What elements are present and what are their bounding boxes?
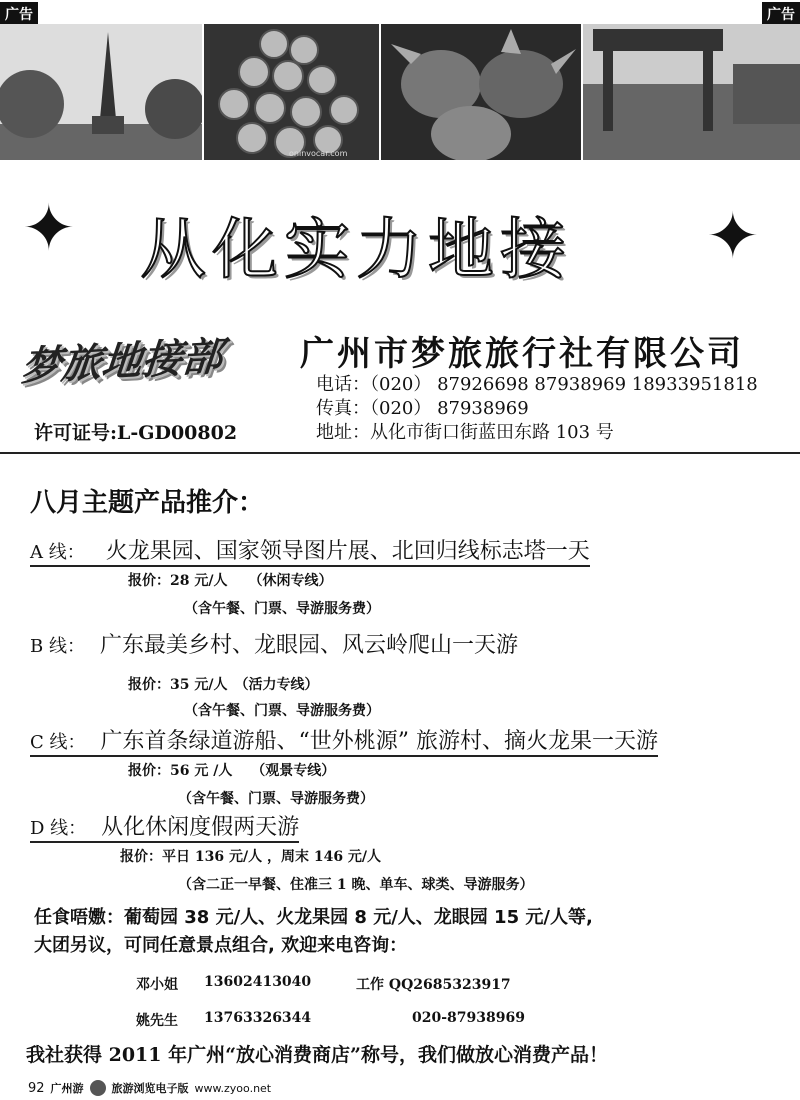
route-code: C 线： bbox=[30, 732, 86, 753]
route-d bbox=[30, 810, 299, 843]
tower-photo bbox=[0, 24, 202, 160]
contact-phone: 13602413040 bbox=[204, 974, 312, 990]
fruit-prices: 任食唔嫐：葡萄园 38 元/人、火龙果园 8 元/人、龙眼园 15 元/人等, bbox=[34, 907, 593, 928]
route-price: 报价：35 元/人 （活力专线） bbox=[128, 677, 319, 693]
contact-name: 邓小姐 bbox=[136, 977, 178, 993]
route-name: 广东最美乡村、龙眼园、风云岭爬山一天游 bbox=[99, 633, 518, 658]
gate-photo bbox=[583, 24, 800, 160]
ad-tag-left: 广告 bbox=[0, 2, 38, 26]
dragonfruit-photo bbox=[381, 24, 581, 160]
slogan: 我社获得 2011 年广州“放心消费商店”称号，我们做放心消费产品！ bbox=[26, 1044, 608, 1066]
brand-name: 旅游浏览电子版 bbox=[111, 1082, 189, 1095]
route-code: B 线： bbox=[30, 636, 85, 657]
right-star-icon: ✦ bbox=[706, 200, 760, 274]
route-includes: （含午餐、门票、导游服务费） bbox=[178, 791, 374, 807]
route-code: A 线： bbox=[30, 542, 85, 563]
ad-tag-right: 广告 bbox=[762, 2, 800, 26]
office-phone: 020-87938969 bbox=[412, 1010, 525, 1026]
site-link[interactable]: www.zyoo.net bbox=[194, 1081, 272, 1095]
left-star-icon: ✦ bbox=[22, 192, 76, 266]
route-price: 报价：28 元/人 （休闲专线） bbox=[128, 573, 333, 589]
address-line: 地址：从化市街口街蓝田东路 103 号 bbox=[316, 422, 614, 443]
magazine-name: 广州游 bbox=[50, 1082, 84, 1095]
route-includes: （含午餐、门票、导游服务费） bbox=[184, 601, 380, 617]
contact-phone: 13763326344 bbox=[204, 1010, 312, 1026]
photo-strip bbox=[0, 24, 800, 160]
route-price: 报价：56 元 /人 （观景专线） bbox=[128, 763, 336, 779]
route-name: 从化休闲度假两天游 bbox=[101, 815, 300, 840]
longan-photo bbox=[204, 24, 379, 160]
route-includes: （含二正一早餐、住准三 1 晚、单车、球类、导游服务） bbox=[178, 877, 534, 893]
route-includes: （含午餐、门票、导游服务费） bbox=[184, 703, 380, 719]
route-name: 广东首条绿道游船、“世外桃源” 旅游村、摘火龙果一天游 bbox=[100, 729, 658, 754]
license-number: 许可证号:L-GD00802 bbox=[34, 422, 238, 444]
divider bbox=[0, 452, 800, 454]
phone-line: 电话：（020） 87926698 87938969 18933951818 bbox=[316, 374, 758, 395]
group-consult: 大团另议，可同任意景点组合, 欢迎来电咨询： bbox=[34, 935, 408, 956]
contact-qq: 工作 QQ2685323917 bbox=[356, 977, 511, 993]
route-name: 火龙果园、国家领导图片展、北回归线标志塔一天 bbox=[105, 539, 590, 564]
section-title: 八月主题产品推介： bbox=[30, 488, 265, 518]
route-price: 报价：平日 136 元/人 ，周末 146 元/人 bbox=[120, 849, 382, 865]
contact-name: 姚先生 bbox=[136, 1013, 178, 1029]
footer bbox=[28, 1080, 271, 1096]
route-c bbox=[30, 724, 658, 757]
fax-line: 传真：（020） 87938969 bbox=[316, 398, 529, 419]
page-number: 92 bbox=[28, 1080, 45, 1096]
photo-caption: oninvocar.com bbox=[289, 149, 348, 158]
brand-logo-icon bbox=[90, 1080, 106, 1096]
route-a bbox=[30, 534, 590, 567]
route-b bbox=[30, 628, 518, 659]
logo-text: 梦旅地接部 bbox=[19, 333, 225, 391]
company-name: 广州市梦旅旅行社有限公司 bbox=[300, 334, 744, 374]
page-title: 从化实力地接 bbox=[140, 211, 572, 288]
fruit-picking-info bbox=[34, 904, 794, 960]
route-code: D 线： bbox=[30, 818, 87, 839]
